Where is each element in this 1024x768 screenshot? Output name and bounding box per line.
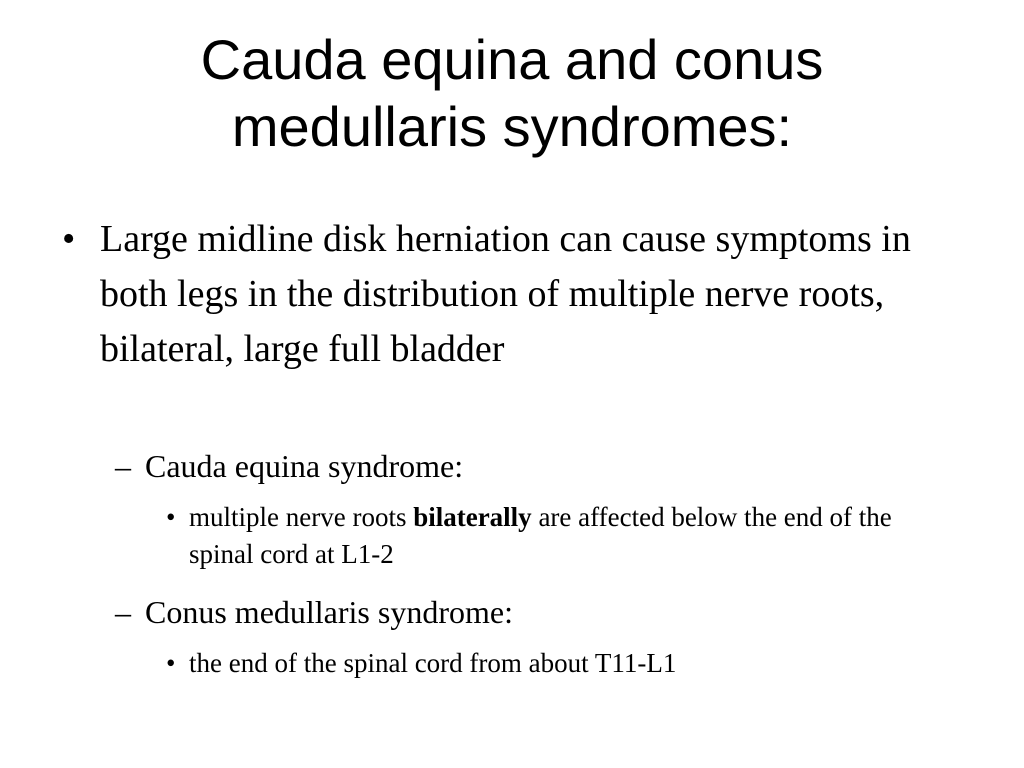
sub-item-1-text: Cauda equina syndrome:: [145, 448, 464, 484]
sub-item-1-detail-text-b: are affected below the end of the spinal cord at L1-2: [189, 502, 892, 569]
sub-item-1-marker: –: [115, 448, 131, 484]
sub-item-2-detail-marker: •: [166, 648, 176, 678]
sub-item-2-detail-text: the end of the spinal cord from about T11-L1: [189, 648, 677, 678]
sub-item-1-detail-text-a: multiple nerve roots: [189, 502, 414, 532]
bullet-text: Large midline disk herniation can cause symptoms in both legs in the distribution of multiple nerve roots, bilateral, large full bladder: [100, 218, 911, 370]
sub-item-1-detail-emphasis: bilaterally: [413, 502, 532, 532]
slide-title: [0, 26, 1024, 160]
sub-item-2-marker: –: [115, 594, 131, 630]
sub-item-1-detail-marker: •: [166, 502, 176, 532]
slide-title-line-1: Cauda equina and conus: [200, 28, 824, 91]
slide-title-line-2: medullaris syndromes:: [231, 95, 793, 158]
bullet-marker: •: [62, 218, 76, 260]
sub-item-2-text: Conus medullaris syndrome:: [145, 594, 513, 630]
sub-item-1-detail: [189, 499, 949, 573]
